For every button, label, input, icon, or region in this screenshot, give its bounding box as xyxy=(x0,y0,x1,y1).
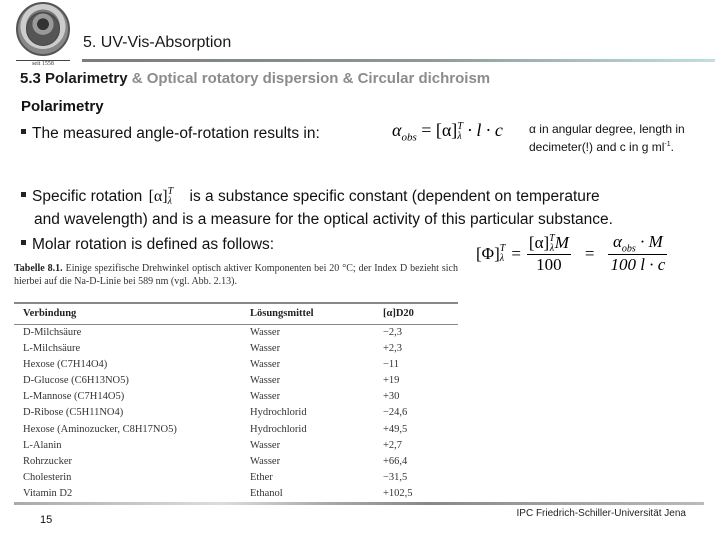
slide-heading: Polarimetry xyxy=(21,98,104,115)
compound-cell: L-Mannose (C7H14O5) xyxy=(23,391,125,403)
bullet-molar-rotation: Molar rotation is defined as follows: xyxy=(21,236,274,254)
bullet-square-icon xyxy=(21,192,26,197)
solvent-cell: Wasser xyxy=(250,391,281,403)
solvent-cell: Wasser xyxy=(250,343,281,355)
table-header-row: Verbindung Lösungsmittel [α]D20 xyxy=(23,308,414,319)
compound-cell: D-Milchsäure xyxy=(23,327,82,338)
page-number: 15 xyxy=(40,514,53,526)
compound-cell: Hexose (Aminozucker, C8H17NO5) xyxy=(23,423,177,435)
solvent-cell: Ethanol xyxy=(250,487,283,499)
solvent-cell: Hydrochlorid xyxy=(250,407,307,419)
table-row xyxy=(14,389,458,405)
compound-cell: L-Milchsäure xyxy=(23,343,81,355)
header-divider xyxy=(82,59,715,62)
rotation-cell: −2,3 xyxy=(383,327,403,338)
compound-cell: Cholesterin xyxy=(23,471,72,483)
chapter-title: 5. UV-Vis-Absorption xyxy=(83,34,232,51)
bullet-angle-of-rotation: The measured angle-of-rotation results in: xyxy=(21,125,320,143)
university-seal-logo xyxy=(16,2,70,56)
institution-name: IPC Friedrich-Schiller-Universität Jena xyxy=(516,508,686,519)
rotation-cell: +2,7 xyxy=(383,439,403,451)
table-row xyxy=(14,438,458,454)
rotation-cell: +66,4 xyxy=(383,455,408,467)
footer-divider xyxy=(14,502,704,505)
section-title-main: 5.3 Polarimetry xyxy=(20,70,128,87)
logo-caption: seit 1558 xyxy=(32,61,54,67)
solvent-cell: Wasser xyxy=(250,359,281,371)
solvent-cell: Wasser xyxy=(250,455,281,467)
section-title-sub: & Optical rotatory dispersion & Circular dichroism xyxy=(127,70,491,87)
table-row xyxy=(14,405,458,421)
table-row xyxy=(14,357,458,373)
solvent-cell: Hydrochlorid xyxy=(250,423,307,435)
table-row xyxy=(14,470,458,486)
specific-rotation-symbol: [α] T λ xyxy=(148,186,174,208)
table-row xyxy=(14,373,458,389)
section-title xyxy=(20,70,490,87)
bullet-square-icon xyxy=(21,240,26,245)
compound-cell: L-Alanin xyxy=(23,439,62,451)
solvent-cell: Wasser xyxy=(250,375,281,387)
table-row xyxy=(14,422,458,438)
solvent-cell: Ether xyxy=(250,471,273,483)
table-row xyxy=(14,341,458,357)
table-row xyxy=(14,454,458,470)
table-caption: Tabelle 8.1. Einige spezifische Drehwinkel optisch aktiver Komponenten bei 20 °C; der Index D bezieht sich hierbei auf die Na-D-Linie bei 589 nm (vgl. Abb. 2.13). xyxy=(14,263,458,287)
rotation-cell: −31,5 xyxy=(383,471,408,483)
compound-cell: Hexose (C7H14O4) xyxy=(23,359,108,371)
formula-observed-rotation: $\alpha_{obs} = [\alpha]$ T λ · l · c xyxy=(392,120,503,144)
compound-cell: Rohrzucker xyxy=(23,455,72,467)
bullet-square-icon xyxy=(21,129,26,134)
rotation-cell: +30 xyxy=(383,391,400,403)
seal-portrait-icon xyxy=(26,12,60,46)
rotation-cell: +19 xyxy=(383,375,400,387)
rotation-cell: +102,5 xyxy=(383,487,413,499)
formula-molar-rotation: [Φ] T λ = [α] T λ M 100 = $\frac{\alpha_{obs} \cdot M}{100 l \cdot c}$ xyxy=(476,232,666,275)
table-row xyxy=(14,486,458,502)
rotation-cell: −11 xyxy=(383,359,400,371)
compound-cell: D-Ribose (C5H11NO4) xyxy=(23,407,124,419)
rotation-cell: −24,6 xyxy=(383,407,408,419)
compound-cell: D-Glucose (C6H13NO5) xyxy=(23,375,129,387)
table-row xyxy=(14,325,458,341)
units-note: α in angular degree, length in decimeter(!) and c in g $ml^{-1}$. xyxy=(529,122,685,154)
solvent-cell: Wasser xyxy=(250,327,281,338)
bullet-specific-rotation: Specific rotation [α] T λ is a substance specific constant (dependent on temperature and wavelength) and is a measure for the optical activity of this particular substance. xyxy=(21,185,711,231)
solvent-cell: Wasser xyxy=(250,439,281,451)
rotation-cell: +49,5 xyxy=(383,423,408,435)
rotation-cell: +2,3 xyxy=(383,343,403,355)
specific-rotation-table xyxy=(14,262,458,502)
compound-cell: Vitamin D2 xyxy=(23,487,73,499)
